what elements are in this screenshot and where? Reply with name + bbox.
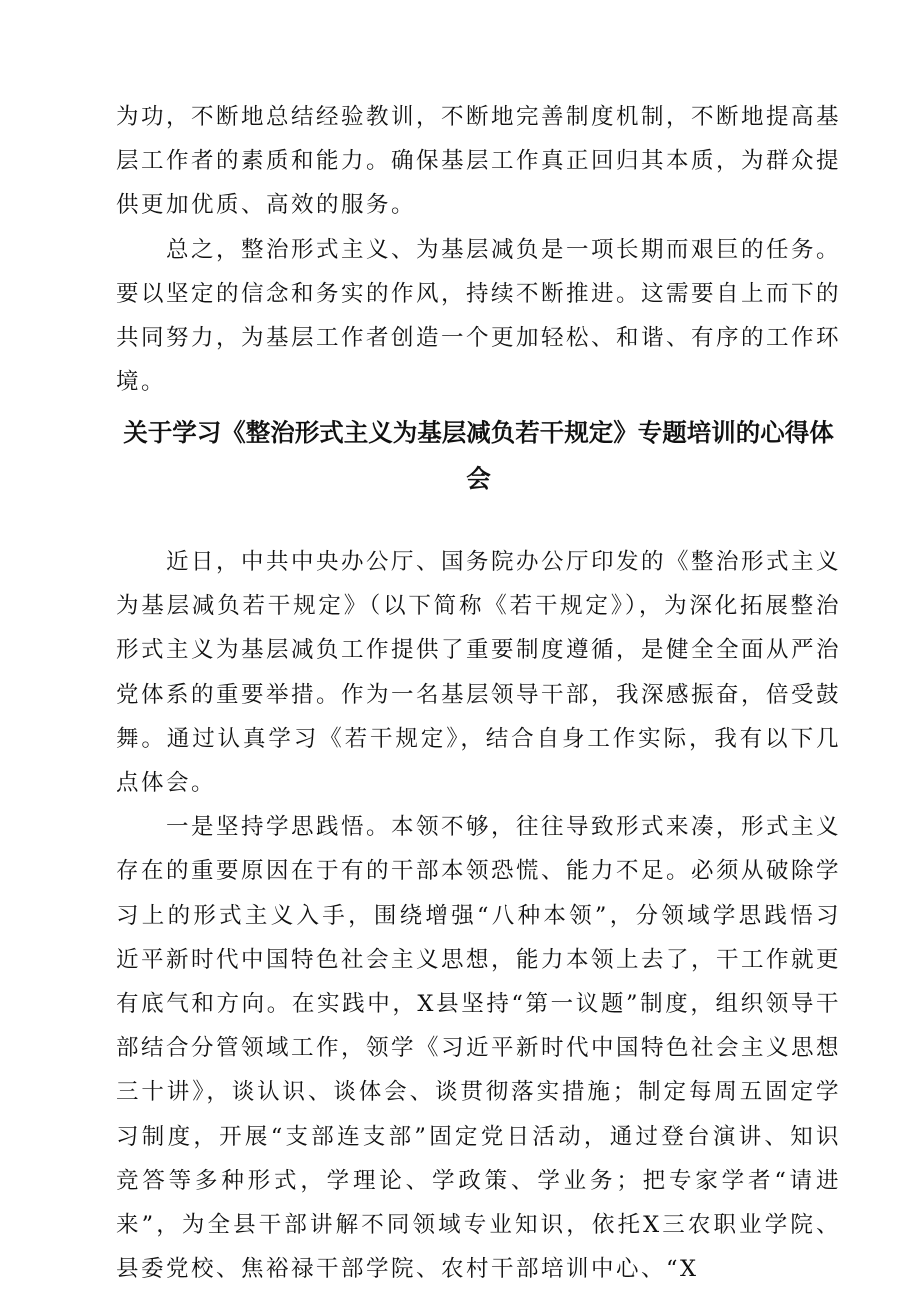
- paragraph-point-one: 一是坚持学思践悟。本领不够，往往导致形式来凑，形式主义存在的重要原因在于有的干部本领恐慌、能力不足。必须从破除学习上的形式主义入手，围绕增强“八种本领”，分领域学思践悟习近平新时代中国特色社会主义思想，能力本领上去了，干工作就更有底气和方向。在实践中，X县坚持“第一议题”制度，组织领导干部结合分管领域工作，领学《习近平新时代中国特色社会主义思想三十讲》，谈认识、谈体会、谈贯彻落实措施；制定每周五固定学习制度，开展“支部连支部”固定党日活动，通过登台演讲、知识竞答等多种形式，学理论、学政策、学业务；把专家学者“请进来”，为全县干部讲解不同领域专业知识，依托X三农职业学院、县委党校、焦裕禄干部学院、农村干部培训中心、“X: [116, 814, 842, 1283]
- article-title: 关于学习《整治形式主义为基层减负若干规定》专题培训的心得体会: [123, 418, 834, 493]
- paragraph-continuation: 为功，不断地总结经验教训，不断地完善制度机制，不断地提高基层工作者的素质和能力。确保基层工作真正回归其本质，为群众提供更加优质、高效的服务。: [116, 104, 842, 219]
- paragraph-intro: 近日，中共中央办公厅、国务院办公厅印发的《整治形式主义为基层减负若干规定》（以下简称《若干规定》），为深化拓展整治形式主义为基层减负工作提供了重要制度遵循，是健全全面从严治党体系的重要举措。作为一名基层领导干部，我深感振奋，倍受鼓舞。通过认真学习《若干规定》，结合自身工作实际，我有以下几点体会。: [116, 549, 842, 797]
- body-section: [116, 540, 841, 1291]
- top-section: [116, 95, 841, 404]
- paragraph-summary: 总之，整治形式主义、为基层减负是一项长期而艰巨的任务。要以坚定的信念和务实的作风，持续不断推进。这需要自上而下的共同努力，为基层工作者创造一个更加轻松、和谐、有序的工作环境。: [116, 236, 842, 396]
